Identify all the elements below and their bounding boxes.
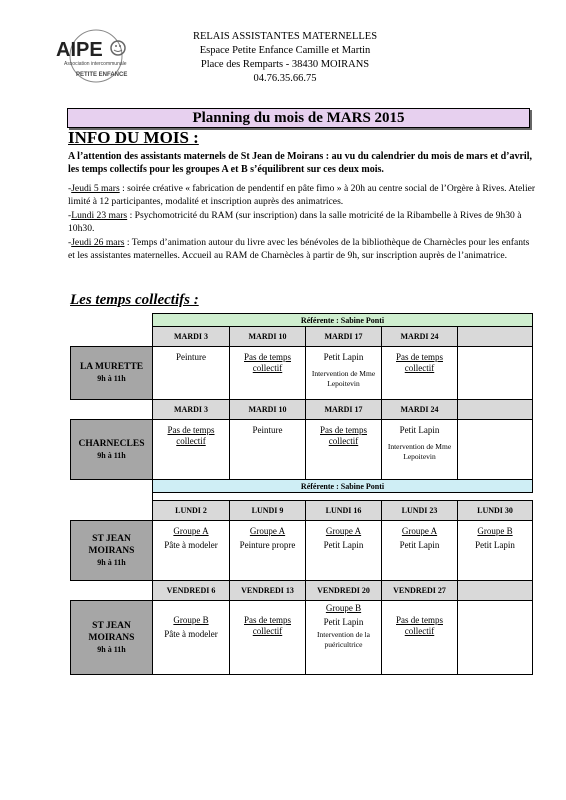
activity-cell bbox=[458, 420, 533, 480]
activity-cell: Pas de temps collectif bbox=[382, 601, 458, 675]
aipe-logo bbox=[52, 28, 136, 84]
activity-cell: Pas de temps collectif bbox=[230, 601, 306, 675]
activity-cell: Groupe B Pâte à modeler bbox=[153, 601, 230, 675]
day-header: MARDI 17 bbox=[306, 327, 382, 347]
header-line-4: 04.76.35.66.75 bbox=[253, 73, 317, 84]
activity-cell: Pas de temps collectif bbox=[382, 347, 458, 400]
day-header: LUNDI 9 bbox=[230, 501, 306, 521]
activity-cell: Groupe A Pâte à modeler bbox=[153, 521, 230, 581]
event-item: -Jeudi 5 mars : soirée créative « fabrication de pendentif en pâte fimo » à 20h au centre social de l’Orgère à Rives. Atelier limité à 12 participantes, modalité et inscription auprès des animatrices. bbox=[68, 183, 536, 207]
event-text: : Temps d’animation autour du livre avec les bénévoles de la bibliothèque de Charnècles pour les enfants et les assistantes maternelles. Accueil au RAM de Charnècles à partir de 9h, sur inscription auprès de l’animatrice. bbox=[68, 237, 530, 261]
day-header: LUNDI 30 bbox=[458, 501, 533, 521]
activity-cell: Groupe A Peinture propre bbox=[230, 521, 306, 581]
event-text: : soirée créative « fabrication de pendentif en pâte fimo » à 20h au centre social de l’Orgère à Rives. Atelier limité à 12 participantes, modalité et inscription auprès des animatrices. bbox=[68, 183, 536, 207]
site-st-jean-moirans: ST JEAN MOIRANS 9h à 11h bbox=[71, 601, 153, 675]
day-header: MARDI 10 bbox=[230, 400, 306, 420]
header-address bbox=[150, 30, 420, 86]
day-header: VENDREDI 20 bbox=[306, 581, 382, 601]
logo-text: AIPE bbox=[56, 39, 103, 61]
day-header bbox=[458, 327, 533, 347]
day-header: MARDI 3 bbox=[153, 327, 230, 347]
day-header: LUNDI 2 bbox=[153, 501, 230, 521]
event-date: Jeudi 5 mars bbox=[71, 183, 120, 194]
section-title: Les temps collectifs : bbox=[70, 292, 199, 308]
day-header: LUNDI 16 bbox=[306, 501, 382, 521]
referente-label: Référente : Sabine Ponti bbox=[153, 480, 533, 493]
header-line-1: RELAIS ASSISTANTES MATERNELLES bbox=[192, 31, 378, 42]
event-date: Lundi 23 mars bbox=[71, 210, 128, 221]
planning-table bbox=[70, 313, 533, 675]
day-header: MARDI 10 bbox=[230, 327, 306, 347]
activity-cell: Petit Lapin Intervention de Mme Lepoitevin bbox=[306, 347, 382, 400]
logo-tagline: Association intercommunale bbox=[64, 61, 127, 67]
day-header: MARDI 3 bbox=[153, 400, 230, 420]
page-title: Planning du mois de MARS 2015 bbox=[67, 108, 530, 128]
activity-cell: Pas de temps collectif bbox=[230, 347, 306, 400]
activity-cell: Pas de temps collectif bbox=[306, 420, 382, 480]
day-header: LUNDI 23 bbox=[382, 501, 458, 521]
activity-cell: Peinture bbox=[230, 420, 306, 480]
activity-cell: Pas de temps collectif bbox=[153, 420, 230, 480]
header-line-3: Place des Remparts - 38430 MOIRANS bbox=[200, 59, 370, 70]
logo-subtext: PETITE ENFANCE bbox=[76, 72, 128, 78]
activity-cell: Groupe A Petit Lapin bbox=[306, 521, 382, 581]
event-text: : Psychomotricité du RAM (sur inscription) dans la salle motricité de la Ribambelle à Rives de 9h30 à 10h30. bbox=[68, 210, 522, 234]
activity-cell: Peinture bbox=[153, 347, 230, 400]
day-header bbox=[458, 400, 533, 420]
activity-cell: Groupe B Petit Lapin bbox=[458, 521, 533, 581]
info-heading: INFO DU MOIS : bbox=[68, 128, 199, 147]
day-header: VENDREDI 13 bbox=[230, 581, 306, 601]
events-list bbox=[68, 183, 538, 264]
site-st-jean-moirans: ST JEAN MOIRANS 9h à 11h bbox=[71, 521, 153, 581]
event-item: -Lundi 23 mars : Psychomotricité du RAM (sur inscription) dans la salle motricité de la Ribambelle à Rives de 9h30 à 10h30. bbox=[68, 210, 522, 234]
activity-cell bbox=[458, 347, 533, 400]
day-header: MARDI 24 bbox=[382, 327, 458, 347]
event-item: -Jeudi 26 mars : Temps d’animation autour du livre avec les bénévoles de la bibliothèque de Charnècles pour les enfants et les assistantes maternelles. Accueil au RAM de Charnècles à partir de 9h, sur inscription auprès de l’animatrice. bbox=[68, 237, 530, 261]
day-header: VENDREDI 6 bbox=[153, 581, 230, 601]
day-header: MARDI 24 bbox=[382, 400, 458, 420]
referente-label: Référente : Sabine Ponti bbox=[153, 314, 533, 327]
site-charnecles: CHARNECLES 9h à 11h bbox=[71, 420, 153, 480]
site-la-murette: LA MURETTE 9h à 11h bbox=[71, 347, 153, 400]
activity-cell bbox=[458, 601, 533, 675]
activity-cell: Petit Lapin Intervention de Mme Lepoitevin bbox=[382, 420, 458, 480]
day-header: MARDI 17 bbox=[306, 400, 382, 420]
day-header bbox=[458, 581, 533, 601]
activity-cell: Groupe A Petit Lapin bbox=[382, 521, 458, 581]
info-intro: A l’attention des assistants maternels de St Jean de Moirans : au vu du calendrier du mois de mars et d’avril, les temps collectifs pour les groupes A et B s’équilibrent sur ces deux mois. bbox=[68, 151, 532, 175]
event-date: Jeudi 26 mars bbox=[71, 237, 125, 248]
header-line-2: Espace Petite Enfance Camille et Martin bbox=[199, 45, 371, 56]
day-header: VENDREDI 27 bbox=[382, 581, 458, 601]
activity-cell: Groupe B Petit Lapin Intervention de la puéricultrice bbox=[306, 601, 382, 675]
